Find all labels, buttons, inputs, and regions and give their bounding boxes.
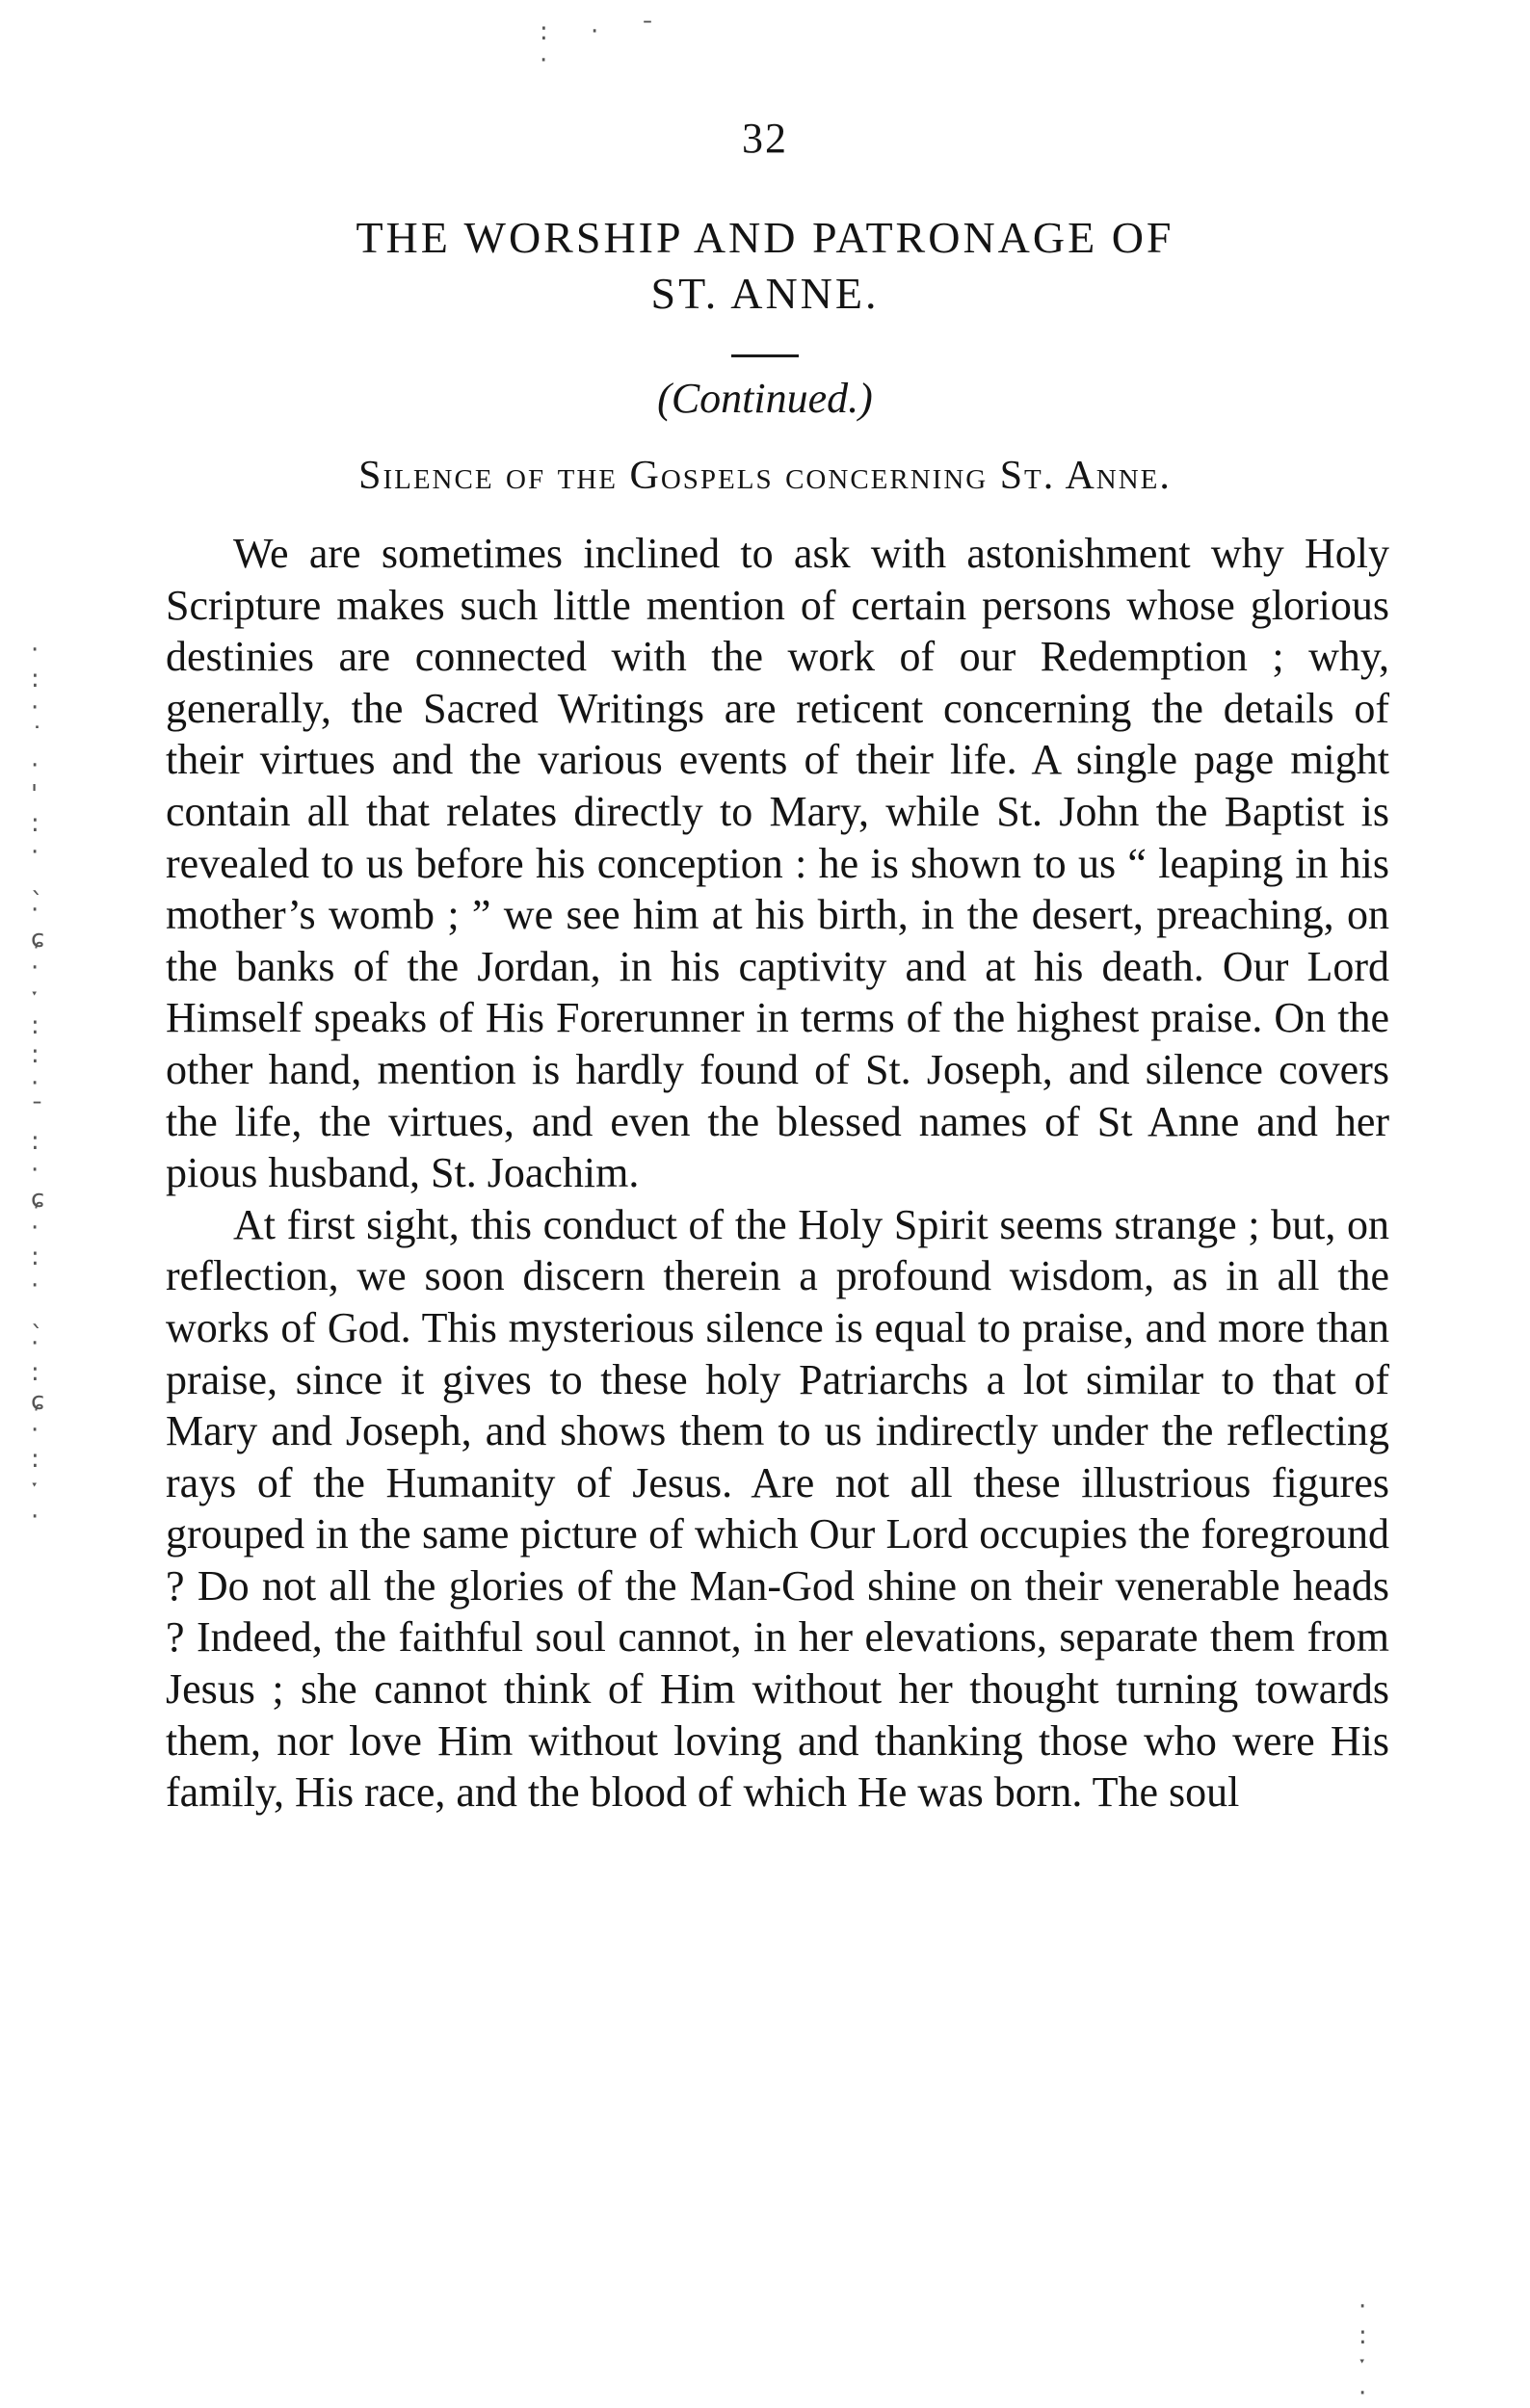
title-divider bbox=[731, 354, 799, 357]
scan-speckles-top: : · ˉ · bbox=[540, 17, 672, 75]
continued-note: (Continued.) bbox=[657, 375, 873, 422]
scan-speckles-left-margin: · : · ˙ · ' : · ˎ · ɕ · ˑ : : · ˉ : · ɕ · : · ˎ · : ɕ · : ˑ · bbox=[31, 636, 45, 1531]
page-number: 32 bbox=[742, 115, 788, 162]
chapter-title-line-1: THE WORSHIP AND PATRONAGE OF bbox=[356, 213, 1174, 262]
scan-speckles-bottom-right: · : ˑ · bbox=[1359, 2292, 1367, 2408]
chapter-title bbox=[193, 210, 1337, 322]
paragraph: We are sometimes inclined to ask with astonishment why Holy Scripture makes such little mention of certain persons whose glorious destinies are connected with the work of our Redemption ; why, generally, the Sacred Writings are reticent concerning the details of their virtues and the various events of their life. A single page might contain all that relates directly to Mary, while St. John the Baptist is revealed to us before his conception : he is shown to us “ leaping in his mother’s womb ; ” we see him at his birth, in the desert, preaching, on the banks of the Jordan, in his captivity and at his death. Our Lord Himself speaks of His Forerunner in terms of the highest praise. On the other hand, mention is hardly found of St. Joseph, and silence covers the life, the virtues, and even the blessed names of St Anne and her pious husband, St. Joachim. bbox=[166, 530, 1389, 1197]
section-heading: Silence of the Gospels concerning St. Anne. bbox=[358, 454, 1172, 498]
chapter-title-line-2: ST. ANNE. bbox=[650, 269, 880, 318]
paragraph: At first sight, this conduct of the Holy Spirit seems strange ; but, on reflection, we soon discern therein a profound wisdom, as in all the works of God. This mysterious silence is equal to praise, and more than praise, since it gives to these holy Patriarchs a lot similar to that of Mary and Joseph, and shows them to us indirectly under the reflecting rays of the Humanity of Jesus. Are not all these illustrious figures grouped in the same picture of which Our Lord occupies the foreground ? Do not all the glories of the Man-God shine on their venerable heads ? Indeed, the faithful soul cannot, in her elevations, separate them from Jesus ; she cannot think of Him without her thought turning towards them, nor love Him without loving and thanking those who were His family, His race, and the blood of which He was born. The soul bbox=[166, 1200, 1389, 1817]
body-text bbox=[166, 528, 1389, 1819]
